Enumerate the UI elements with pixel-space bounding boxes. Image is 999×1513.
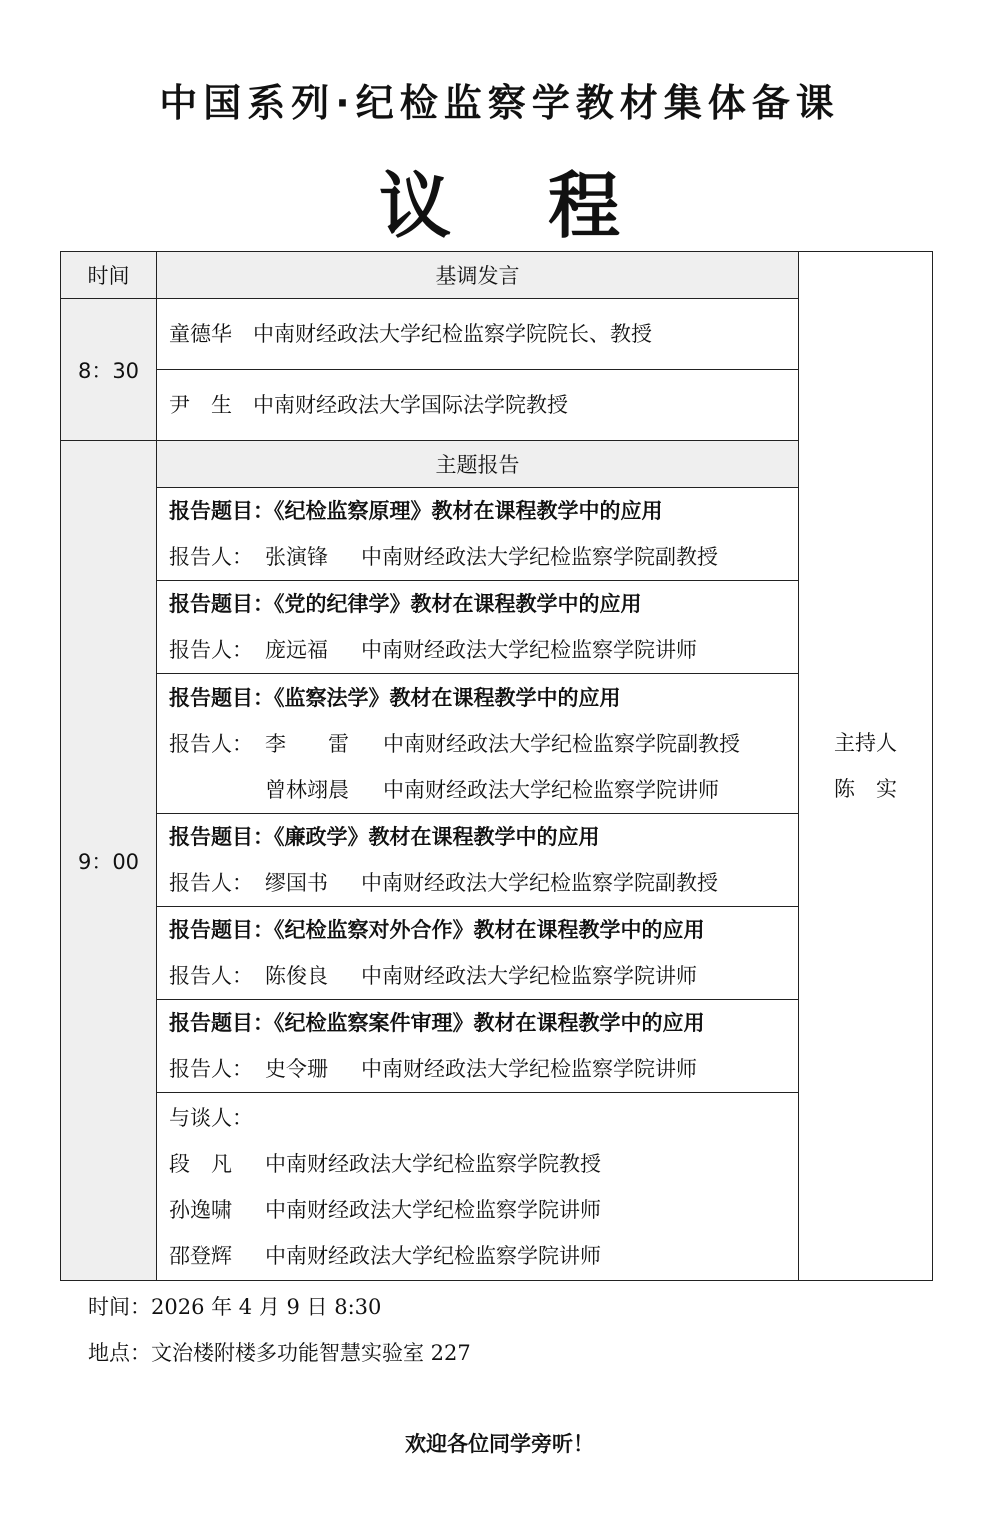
topic-prefix: 报告题目： bbox=[169, 684, 274, 710]
report-time: 9：00 bbox=[61, 441, 157, 1281]
discussant-name: 段 凡 bbox=[169, 1151, 232, 1176]
speaker-name: 尹 生 bbox=[169, 393, 232, 417]
discussant-affiliation: 中南财经政法大学纪检监察学院讲师 bbox=[265, 1197, 601, 1222]
reporter-prefix: 报告人： bbox=[169, 638, 253, 662]
report-cell bbox=[157, 907, 799, 1000]
reporter-name: 曾林翊晨 bbox=[265, 777, 349, 802]
welcome-message: 欢迎各位同学旁听！ bbox=[405, 1431, 594, 1456]
agenda-table bbox=[60, 251, 933, 1281]
report-title: 《纪检监察对外合作》教材在课程教学中的应用 bbox=[274, 917, 705, 942]
reporter-affiliation: 中南财经政法大学纪检监察学院副教授 bbox=[361, 545, 718, 569]
speaker-affiliation: 中南财经政法大学国际法学院教授 bbox=[253, 393, 568, 417]
report-title: 《党的纪律学》教材在课程教学中的应用 bbox=[274, 591, 642, 616]
reporter-affiliation: 中南财经政法大学纪检监察学院讲师 bbox=[361, 1057, 697, 1081]
report-cell bbox=[157, 488, 799, 581]
time-column-header: 时间 bbox=[61, 252, 157, 299]
topic-prefix: 报告题目： bbox=[169, 917, 274, 942]
speaker-affiliation: 中南财经政法大学纪检监察学院院长、教授 bbox=[253, 322, 652, 346]
report-cell bbox=[157, 581, 799, 674]
reporter-name: 史令珊 bbox=[265, 1057, 328, 1081]
reporter-affiliation: 中南财经政法大学纪检监察学院讲师 bbox=[361, 638, 697, 662]
keynote-speaker-cell bbox=[157, 299, 799, 370]
reporter-name: 庞远福 bbox=[265, 638, 328, 662]
page-title: 中国系列·纪检监察学教材集体备课 bbox=[159, 81, 840, 125]
reporter-prefix: 报告人： bbox=[169, 731, 253, 756]
discussant-name: 邵登辉 bbox=[169, 1243, 232, 1268]
discussant-name: 孙逸啸 bbox=[169, 1197, 232, 1222]
reporter-affiliation: 中南财经政法大学纪检监察学院副教授 bbox=[383, 731, 740, 756]
keynote-header: 基调发言 bbox=[157, 252, 799, 299]
reporter-prefix: 报告人： bbox=[169, 1057, 253, 1081]
report-title: 《纪检监察案件审理》教材在课程教学中的应用 bbox=[274, 1010, 705, 1035]
report-cell bbox=[157, 814, 799, 907]
report-header: 主题报告 bbox=[157, 441, 799, 488]
topic-prefix: 报告题目： bbox=[169, 824, 274, 849]
event-location: 地点：文治楼附楼多功能智慧实验室 227 bbox=[88, 1341, 471, 1365]
discussants-label: 与谈人： bbox=[169, 1105, 253, 1130]
topic-prefix: 报告题目： bbox=[169, 591, 274, 616]
reporter-affiliation: 中南财经政法大学纪检监察学院副教授 bbox=[361, 871, 718, 895]
speaker-name: 童德华 bbox=[169, 322, 232, 346]
discussant-affiliation: 中南财经政法大学纪检监察学院教授 bbox=[265, 1151, 601, 1176]
discussant-affiliation: 中南财经政法大学纪检监察学院讲师 bbox=[265, 1243, 601, 1268]
reporter-prefix: 报告人： bbox=[169, 545, 253, 569]
topic-prefix: 报告题目： bbox=[169, 1010, 274, 1035]
report-cell bbox=[157, 1000, 799, 1093]
reporter-name: 李 雷 bbox=[265, 731, 349, 756]
reporter-name: 张演锋 bbox=[265, 545, 328, 569]
host-cell bbox=[799, 252, 933, 1281]
keynote-speaker-cell bbox=[157, 370, 799, 441]
keynote-time: 8：30 bbox=[61, 299, 157, 441]
reporter-affiliation: 中南财经政法大学纪检监察学院讲师 bbox=[361, 964, 697, 988]
report-title: 《监察法学》教材在课程教学中的应用 bbox=[274, 684, 621, 710]
reporter-name: 陈俊良 bbox=[265, 964, 328, 988]
topic-prefix: 报告题目： bbox=[169, 498, 274, 523]
table-header-row bbox=[61, 252, 933, 299]
report-cell bbox=[157, 674, 799, 814]
reporter-name: 缪国书 bbox=[265, 871, 328, 895]
reporter-prefix: 报告人： bbox=[169, 871, 253, 895]
report-title: 《纪检监察原理》教材在课程教学中的应用 bbox=[274, 498, 663, 523]
report-title: 《廉政学》教材在课程教学中的应用 bbox=[274, 824, 600, 849]
discussants-cell bbox=[157, 1093, 799, 1281]
host-label: 主持人 bbox=[834, 731, 897, 755]
page-subtitle: 议 程 bbox=[378, 164, 657, 248]
event-time: 时间：2026 年 4 月 9 日 8:30 bbox=[88, 1295, 382, 1319]
reporter-prefix: 报告人： bbox=[169, 964, 253, 988]
host-name: 陈 实 bbox=[834, 777, 897, 801]
reporter-affiliation: 中南财经政法大学纪检监察学院讲师 bbox=[383, 777, 719, 802]
